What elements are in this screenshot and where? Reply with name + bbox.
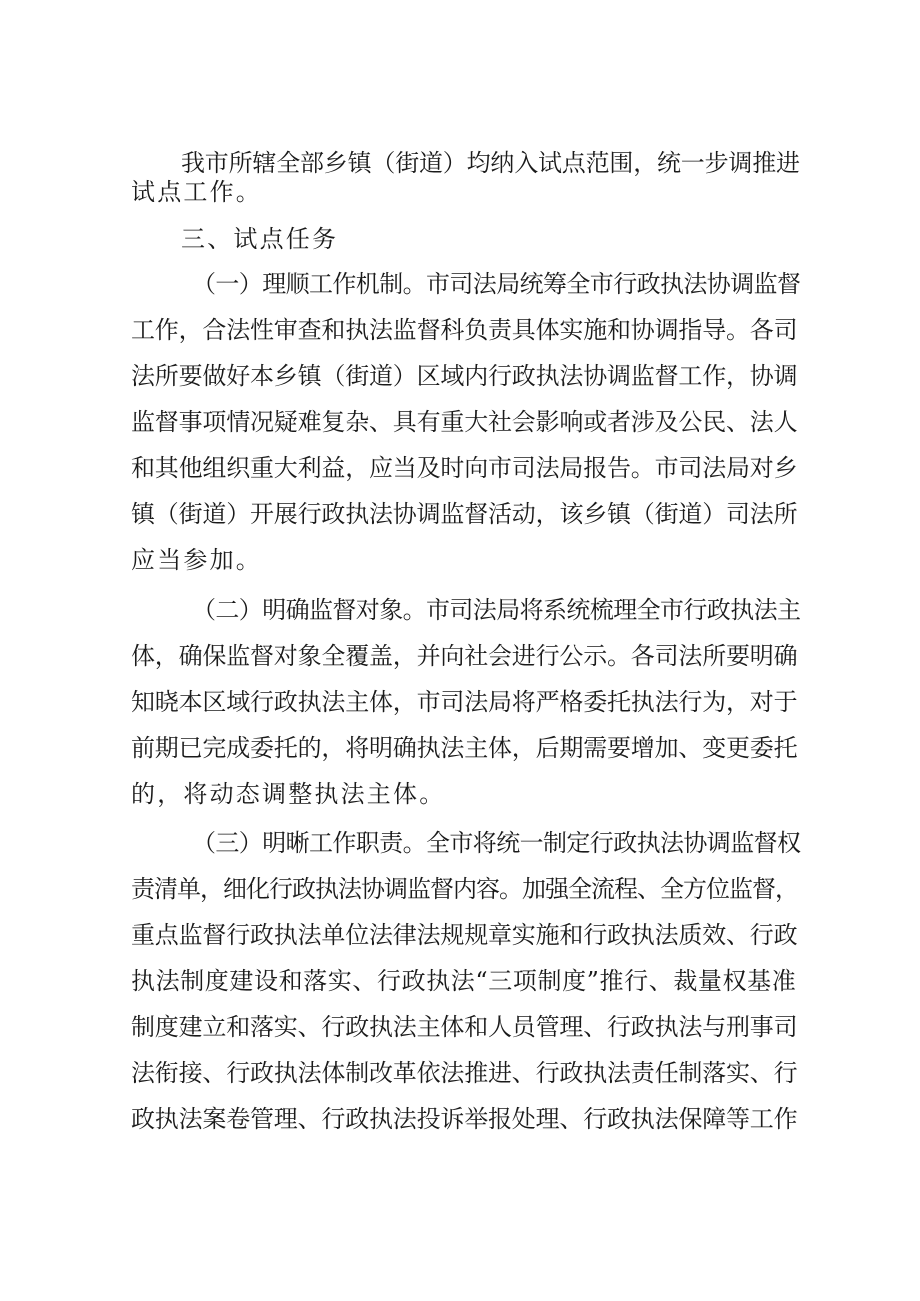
text-line: 的，将动态调整执法主体。: [131, 780, 446, 808]
text-line: 重点监督行政执法单位法律法规规章实施和行政执法质效、行政: [131, 921, 798, 949]
section-heading: 三、试点任务: [181, 225, 339, 253]
text-line: 镇（街道）开展行政执法协调监督活动，该乡镇（街道）司法所: [131, 500, 798, 528]
text-line: （二）明确监督对象。市司法局将系统梳理全市行政执法主: [192, 596, 801, 624]
text-line: （三）明晰工作职责。全市将统一制定行政执法协调监督权: [192, 829, 801, 857]
text-line: 试点工作。: [131, 178, 262, 206]
text-line: 前期已完成委托的，将明确执法主体，后期需要增加、变更委托: [131, 734, 798, 762]
text-line: 法衔接、行政执法体制改革依法推进、行政执法责任制落实、行: [131, 1059, 798, 1087]
text-line: 政执法案卷管理、行政执法投诉举报处理、行政执法保障等工作: [131, 1105, 798, 1133]
text-line: 工作，合法性审查和执法监督科负责具体实施和协调指导。各司: [131, 316, 798, 344]
text-line: 我市所辖全部乡镇（街道）均纳入试点范围，统一步调推进: [181, 149, 800, 177]
text-line: 应当参加。: [131, 546, 262, 574]
text-line: 体，确保监督对象全覆盖，并向社会进行公示。各司法所要明确: [131, 642, 798, 670]
text-line: 法所要做好本乡镇（街道）区域内行政执法协调监督工作，协调: [131, 362, 798, 390]
text-line: 制度建立和落实、行政执法主体和人员管理、行政执法与刑事司: [131, 1013, 798, 1041]
text-line: 监督事项情况疑难复杂、具有重大社会影响或者涉及公民、法人: [131, 408, 798, 436]
text-line: 执法制度建设和落实、行政执法“三项制度”推行、裁量权基准: [131, 967, 797, 995]
text-line: 和其他组织重大利益，应当及时向市司法局报告。市司法局对乡: [131, 454, 798, 482]
text-line: 知晓本区域行政执法主体，市司法局将严格委托执法行为，对于: [131, 688, 798, 716]
text-line: 责清单，细化行政执法协调监督内容。加强全流程、全方位监督，: [131, 875, 798, 903]
text-line: （一）理顺工作机制。市司法局统筹全市行政执法协调监督: [192, 270, 801, 298]
